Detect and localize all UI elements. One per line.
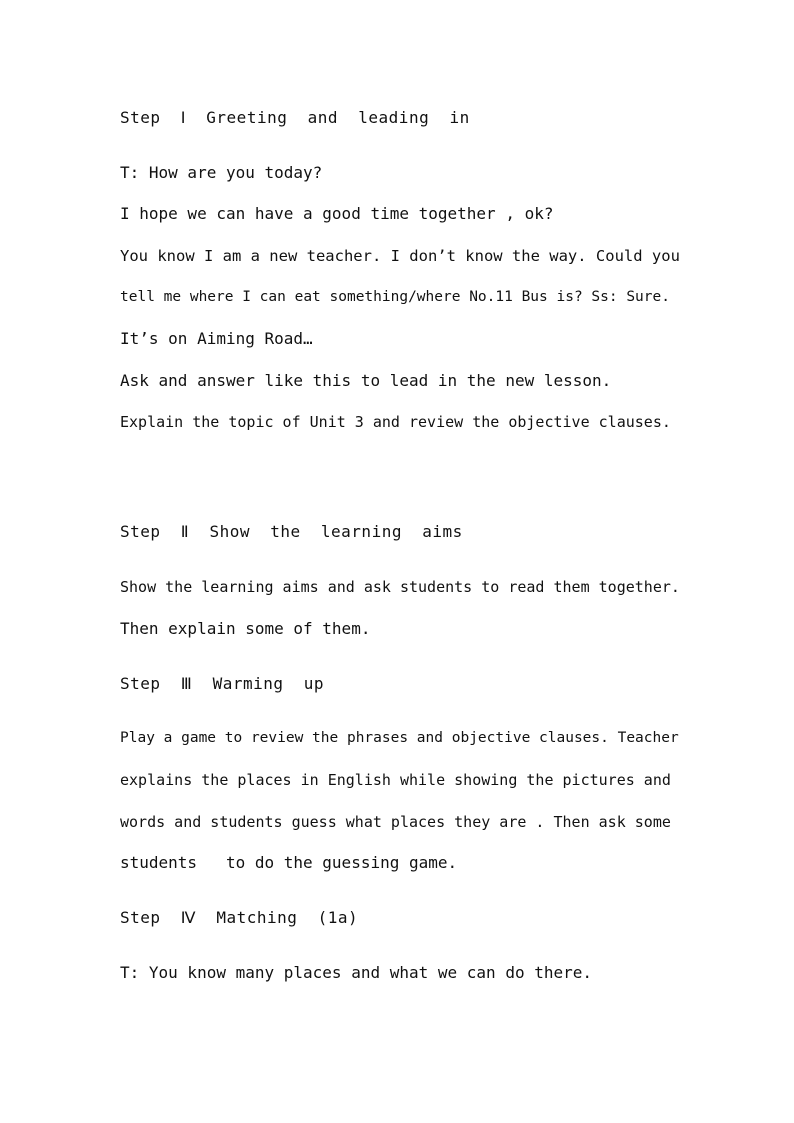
step-2-line-2: Then explain some of them.: [120, 619, 371, 638]
step-1-line-2: I hope we can have a good time together , ok?: [120, 204, 554, 223]
step-1-line-1: T: How are you today?: [120, 163, 323, 182]
step-1-line-3: You know I am a new teacher. I don’t know the way. Could you: [120, 247, 680, 265]
step-1-line-6: Ask and answer like this to lead in the new lesson.: [120, 371, 612, 390]
step-3-heading: Step Ⅲ Warming up: [120, 674, 325, 693]
step-1-heading: Step Ⅰ Greeting and leading in: [120, 108, 470, 127]
step-2-line-1: Show the learning aims and ask students to read them together.: [120, 578, 680, 596]
step-1-line-7: Explain the topic of Unit 3 and review the objective clauses.: [120, 413, 671, 431]
step-4-line-1: T: You know many places and what we can do there.: [120, 963, 593, 982]
step-3-line-3: words and students guess what places they are . Then ask some: [120, 813, 671, 831]
step-1-line-4: tell me where I can eat something/where No.11 Bus is? Ss: Sure.: [120, 289, 670, 305]
step-3-line-2: explains the places in English while showing the pictures and: [120, 771, 671, 789]
step-3-line-1: Play a game to review the phrases and objective clauses. Teacher: [120, 730, 679, 746]
step-1-line-5: It’s on Aiming Road…: [120, 329, 313, 348]
step-3-line-4: students to do the guessing game.: [120, 853, 458, 872]
step-4-heading: Step Ⅳ Matching (1a): [120, 908, 359, 927]
step-2-heading: Step Ⅱ Show the learning aims: [120, 522, 463, 541]
